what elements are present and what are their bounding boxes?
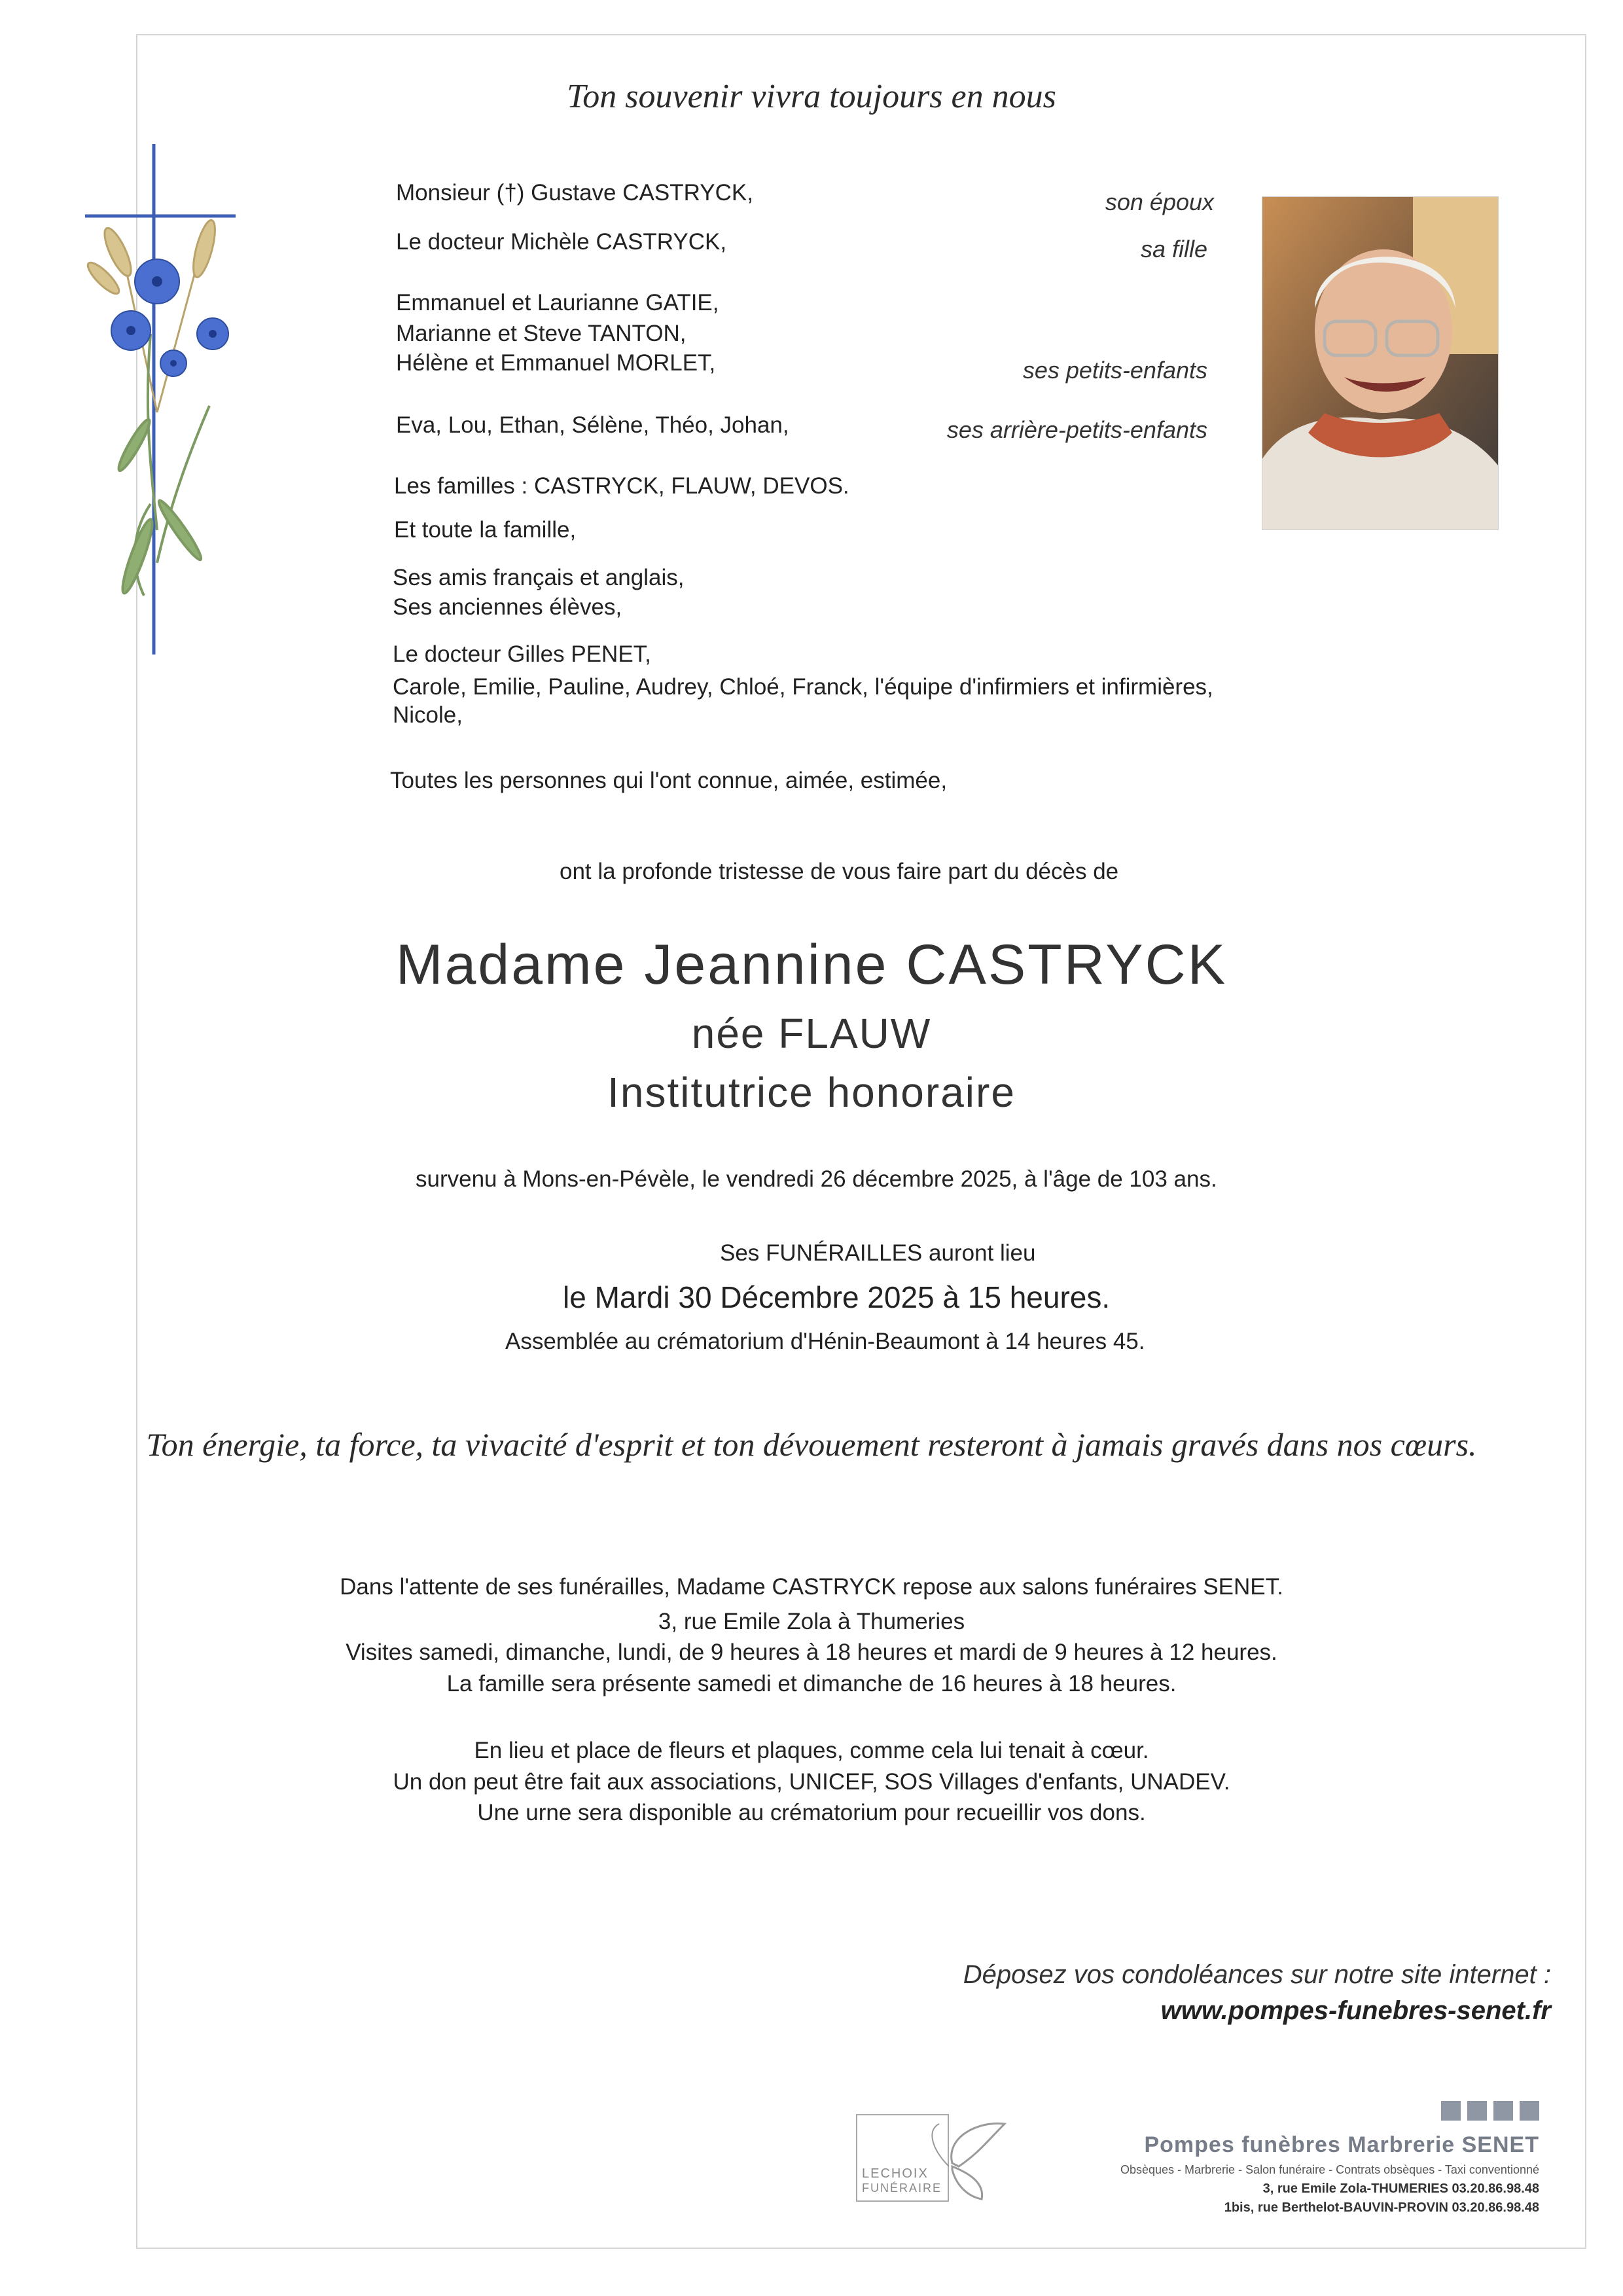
- firm-name: Pompes funèbres Marbrerie SENET: [1144, 2132, 1539, 2157]
- cross-flower-icon: [59, 137, 268, 661]
- family-line: Monsieur (†) Gustave CASTRYCK,: [396, 180, 753, 206]
- family-line: Hélène et Emmanuel MORLET,: [396, 350, 716, 376]
- portrait-photo: [1262, 196, 1499, 530]
- funeral-intro: Ses FUNÉRAILLES auront lieu: [720, 1240, 1036, 1266]
- firm-address: 3, rue Emile Zola-THUMERIES 03.20.86.98.48: [1262, 2181, 1539, 2196]
- profession: Institutrice honoraire: [607, 1069, 1016, 1116]
- lechoix-logo: [854, 2111, 1024, 2206]
- donation-line: En lieu et place de fleurs et plaques, comme cela lui tenait à cœur.: [474, 1738, 1149, 1763]
- logo-text-line2: FUNÉRAIRE: [862, 2181, 942, 2195]
- condolences-text: Déposez vos condoléances sur notre site internet :: [963, 1960, 1551, 1989]
- rest-info-line: La famille sera présente samedi et dimanche de 16 heures à 18 heures.: [446, 1671, 1177, 1696]
- epitaph-heading: Ton souvenir vivra toujours en nous: [567, 78, 1056, 115]
- family-line: Et toute la famille,: [394, 517, 577, 543]
- birth-name: née FLAUW: [691, 1010, 932, 1057]
- funeral-date: le Mardi 30 Décembre 2025 à 15 heures.: [563, 1280, 1111, 1314]
- condolences-url[interactable]: www.pompes-funebres-senet.fr: [1160, 1996, 1551, 2025]
- family-relation: sa fille: [1140, 236, 1207, 262]
- death-details: survenu à Mons-en-Pévèle, le vendredi 26 décembre 2025, à l'âge de 103 ans.: [416, 1166, 1217, 1192]
- donation-line: Un don peut être fait aux associations, UNICEF, SOS Villages d'enfants, UNADEV.: [393, 1769, 1230, 1795]
- family-line: Emmanuel et Laurianne GATIE,: [396, 290, 719, 315]
- square-icon: [1493, 2101, 1513, 2121]
- firm-address: 1bis, rue Berthelot-BAUVIN-PROVIN 03.20.86.98.48: [1224, 2200, 1539, 2215]
- square-icon: [1520, 2101, 1539, 2121]
- tribute-quote: Ton énergie, ta force, ta vivacité d'esprit et ton dévouement resteront à jamais gravés dans nos cœurs.: [146, 1426, 1477, 1463]
- family-line: Ses anciennes élèves,: [393, 594, 622, 620]
- funeral-assembly: Assemblée au crématorium d'Hénin-Beaumont à 14 heures 45.: [505, 1329, 1145, 1354]
- square-icon: [1467, 2101, 1487, 2121]
- square-icon: [1441, 2101, 1461, 2121]
- family-line: Le docteur Michèle CASTRYCK,: [396, 229, 727, 255]
- family-line: Nicole,: [393, 702, 463, 728]
- family-line: Toutes les personnes qui l'ont connue, aimée, estimée,: [390, 768, 948, 793]
- family-relation: ses arrière-petits-enfants: [946, 416, 1207, 443]
- donation-line: Une urne sera disponible au crématorium pour recueillir vos dons.: [477, 1800, 1146, 1825]
- family-relation: ses petits-enfants: [1022, 357, 1207, 384]
- announcement-text: ont la profonde tristesse de vous faire part du décès de: [560, 859, 1119, 884]
- family-line: Eva, Lou, Ethan, Sélène, Théo, Johan,: [396, 412, 789, 438]
- rest-info-line: Visites samedi, dimanche, lundi, de 9 heures à 18 heures et mardi de 9 heures à 12 heures.: [346, 1640, 1277, 1665]
- family-line: Le docteur Gilles PENET,: [393, 641, 651, 667]
- family-line: Ses amis français et anglais,: [393, 565, 685, 590]
- logo-text-line1: LECHOIX: [862, 2166, 929, 2181]
- firm-squares: [1435, 2101, 1539, 2124]
- family-line: Carole, Emilie, Pauline, Audrey, Chloé, Franck, l'équipe d'infirmiers et infirmières,: [393, 674, 1213, 700]
- deceased-name: Madame Jeannine CASTRYCK: [395, 933, 1228, 996]
- family-relation: son époux: [1105, 188, 1214, 215]
- rest-info-line: Dans l'attente de ses funérailles, Madame CASTRYCK repose aux salons funéraires SENET.: [340, 1574, 1283, 1600]
- family-line: Les familles : CASTRYCK, FLAUW, DEVOS.: [394, 473, 849, 499]
- family-line: Marianne et Steve TANTON,: [396, 321, 687, 346]
- firm-services: Obsèques - Marbrerie - Salon funéraire - Contrats obsèques - Taxi conventionné: [1120, 2163, 1539, 2176]
- rest-info-line: 3, rue Emile Zola à Thumeries: [658, 1609, 965, 1634]
